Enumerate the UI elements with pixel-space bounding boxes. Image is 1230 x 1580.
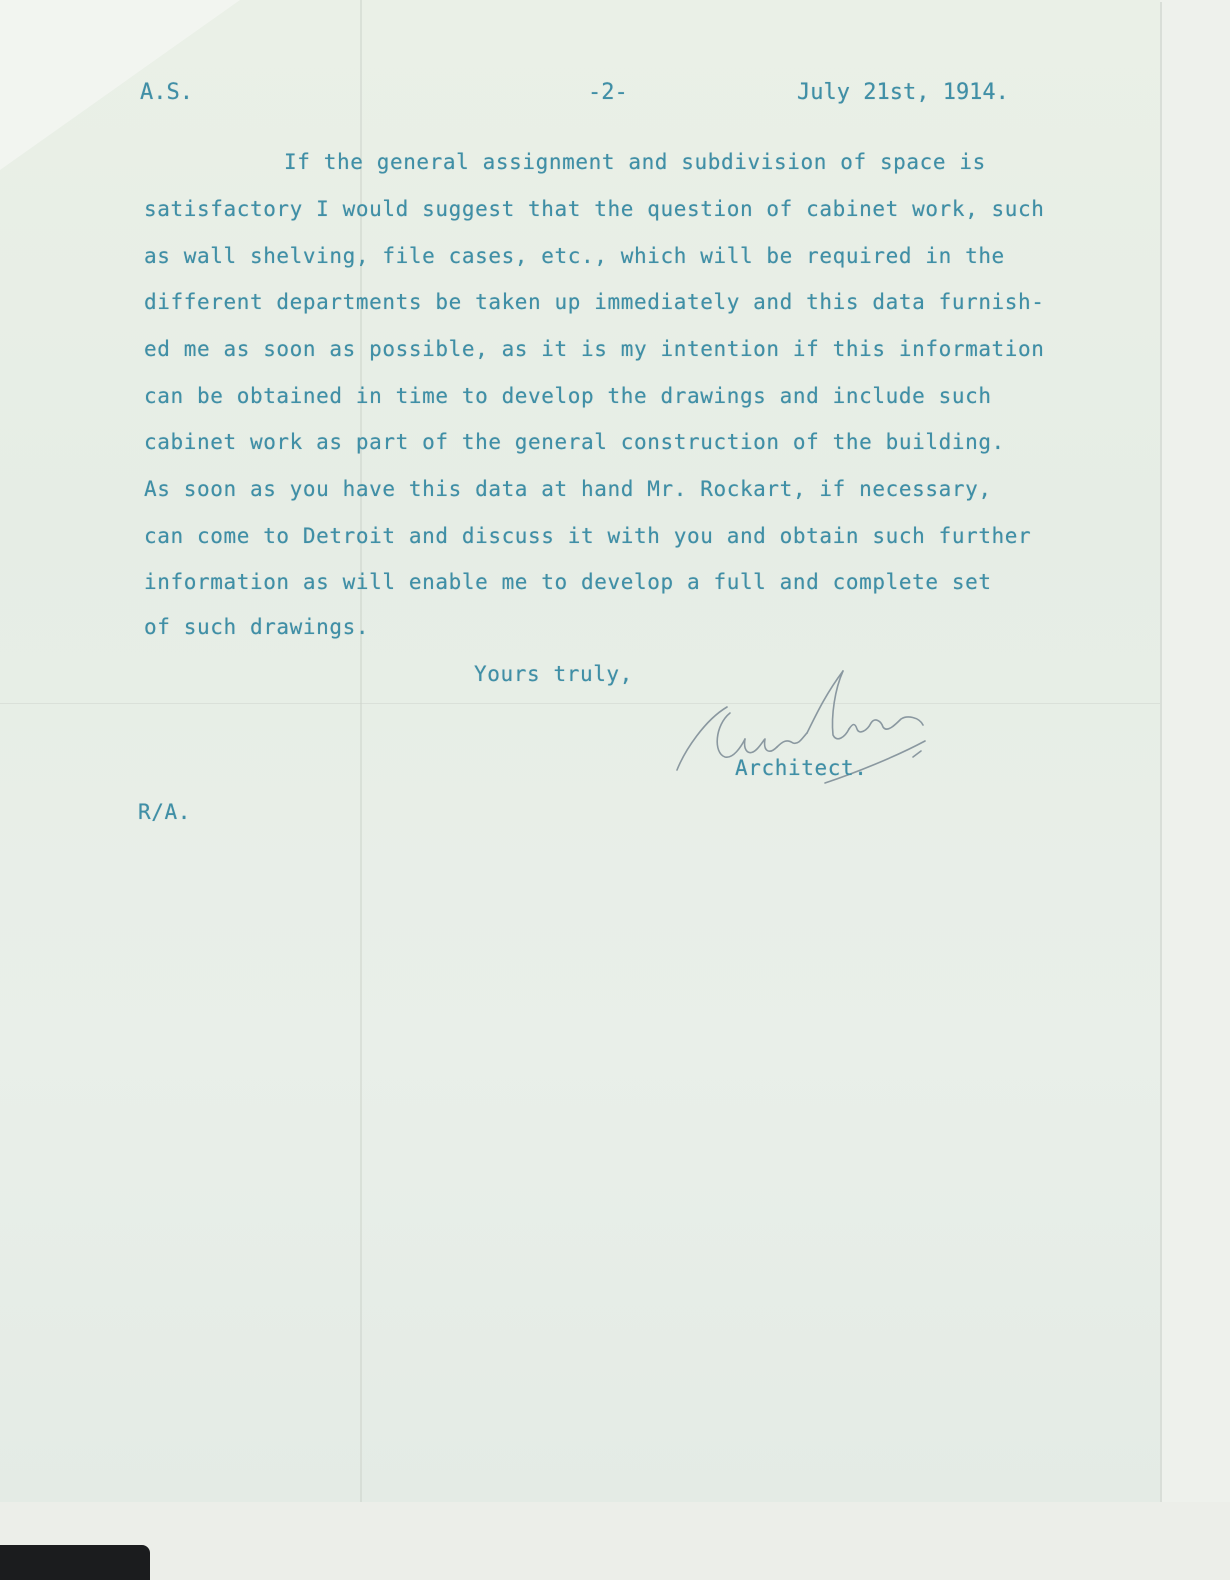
letter-date: July 21st, 1914.: [797, 80, 1009, 105]
body-line: can be obtained in time to develop the drawings and include such: [144, 384, 992, 408]
sender-initials: A.S.: [140, 80, 193, 105]
body-line: ed me as soon as possible, as it is my intention if this information: [144, 337, 1045, 361]
body-line: of such drawings.: [144, 615, 370, 639]
body-line: information as will enable me to develop a full and complete set: [144, 570, 992, 594]
body-line: as wall shelving, file cases, etc., which will be required in the: [144, 244, 1005, 268]
body-line: can come to Detroit and discuss it with you and obtain such further: [144, 524, 1032, 548]
closing-salutation: Yours truly,: [474, 662, 633, 686]
scan-background: [0, 1502, 1230, 1580]
binder-clip: [0, 1545, 150, 1580]
body-line: As soon as you have this data at hand Mr. Rockart, if necessary,: [144, 477, 992, 501]
folded-corner: [0, 0, 240, 170]
fold-crease-vertical: [360, 0, 362, 1502]
body-line: cabinet work as part of the general construction of the building.: [144, 430, 1005, 454]
signatory-title: Architect.: [735, 756, 868, 780]
body-line: If the general assignment and subdivision of space is: [284, 150, 986, 174]
body-line: satisfactory I would suggest that the question of cabinet work, such: [144, 197, 1045, 221]
reference-initials: R/A.: [138, 800, 191, 824]
body-line: different departments be taken up immediately and this data furnish-: [144, 290, 1045, 314]
fold-crease-horizontal: [0, 703, 1160, 704]
page-number: -2-: [588, 80, 628, 105]
